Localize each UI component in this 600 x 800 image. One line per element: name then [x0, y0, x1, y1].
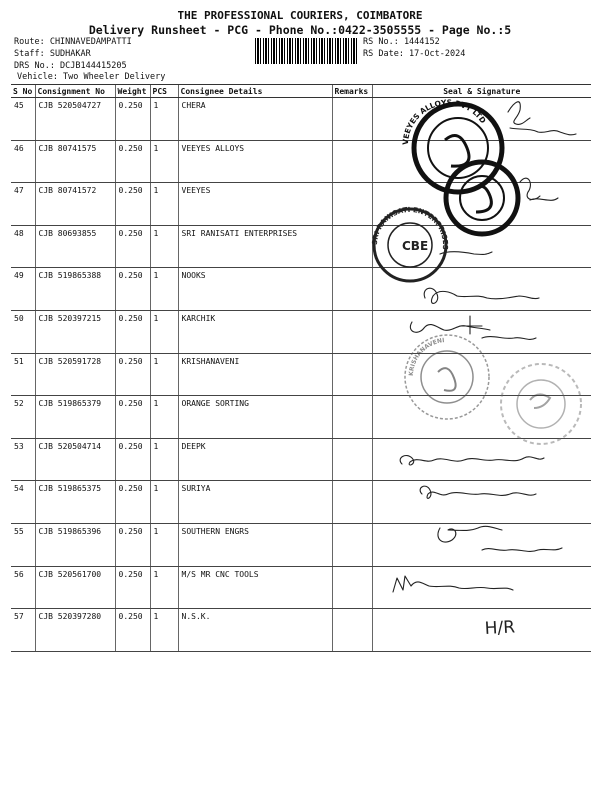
table-row: [11, 609, 591, 652]
cell-sno: 51: [11, 353, 35, 396]
cell-consignee: KARCHIK: [178, 310, 332, 353]
cell-seal-signature: [372, 268, 591, 311]
cell-consignment: CJB 519865396: [35, 523, 115, 566]
col-remarks: Remarks: [332, 85, 372, 98]
cell-weight: 0.250: [115, 396, 150, 439]
cell-seal-signature: [372, 310, 591, 353]
ranisati-seal-center: CBE: [402, 239, 429, 253]
cell-weight: 0.250: [115, 140, 150, 183]
cell-remarks: [332, 609, 372, 652]
cell-consignment: CJB 519865375: [35, 481, 115, 524]
cell-sno: 57: [11, 609, 35, 652]
cell-consignment: CJB 519865388: [35, 268, 115, 311]
cell-consignee: VEEYES ALLOYS: [178, 140, 332, 183]
table-row: [11, 140, 591, 183]
staff-label: Staff: SUDHAKAR: [14, 49, 91, 59]
route-label: Route: CHINNAVEDAMPATTI: [14, 37, 132, 47]
cell-consignment: CJB 520591728: [35, 353, 115, 396]
col-consignment: Consignment No: [35, 85, 115, 98]
col-pcs: PCS: [150, 85, 178, 98]
cell-consignee: NOOKS: [178, 268, 332, 311]
cell-pcs: 1: [150, 140, 178, 183]
cell-weight: 0.250: [115, 609, 150, 652]
cell-consignee: ORANGE SORTING: [178, 396, 332, 439]
cell-consignee: KRISHANAVENI: [178, 353, 332, 396]
cell-remarks: [332, 566, 372, 609]
cell-sno: 56: [11, 566, 35, 609]
col-seal-signature: Seal & Signature: [372, 85, 591, 98]
cell-consignee: VEEYES: [178, 183, 332, 226]
table-row: [11, 396, 591, 439]
cell-sno: 54: [11, 481, 35, 524]
rs-date: RS Date: 17-Oct-2024: [363, 49, 466, 59]
cell-consignee: CHERA: [178, 98, 332, 141]
cell-weight: 0.250: [115, 481, 150, 524]
cell-remarks: [332, 396, 372, 439]
cell-weight: 0.250: [115, 183, 150, 226]
cell-seal-signature: [372, 353, 591, 396]
cell-pcs: 1: [150, 183, 178, 226]
table-row: [11, 353, 591, 396]
drs-number: DRS No.: DCJB144415205: [14, 61, 127, 71]
cell-pcs: 1: [150, 98, 178, 141]
table-row: [11, 438, 591, 481]
cell-remarks: [332, 268, 372, 311]
table-row: [11, 481, 591, 524]
cell-remarks: [332, 225, 372, 268]
cell-remarks: [332, 353, 372, 396]
cell-seal-signature: [372, 396, 591, 439]
cell-consignee: SOUTHERN ENGRS: [178, 523, 332, 566]
cell-pcs: 1: [150, 353, 178, 396]
cell-weight: 0.250: [115, 98, 150, 141]
ranisati-seal-text: SRI RANISATI ENTERPRISES: [370, 205, 450, 250]
cell-weight: 0.250: [115, 268, 150, 311]
cell-remarks: [332, 183, 372, 226]
cell-consignee: N.S.K.: [178, 609, 332, 652]
cell-consignment: CJB 520561700: [35, 566, 115, 609]
cell-seal-signature: [372, 98, 591, 141]
table-row: [11, 98, 591, 141]
cell-weight: 0.250: [115, 438, 150, 481]
delivery-table: [11, 84, 591, 652]
cell-seal-signature: [372, 438, 591, 481]
col-weight: Weight: [115, 85, 150, 98]
cell-seal-signature: [372, 609, 591, 652]
cell-weight: 0.250: [115, 310, 150, 353]
cell-sno: 55: [11, 523, 35, 566]
cell-seal-signature: [372, 140, 591, 183]
cell-sno: 53: [11, 438, 35, 481]
cell-pcs: 1: [150, 438, 178, 481]
table-row: [11, 183, 591, 226]
cell-consignment: CJB 520504727: [35, 98, 115, 141]
cell-sno: 45: [11, 98, 35, 141]
cell-weight: 0.250: [115, 566, 150, 609]
cell-remarks: [332, 523, 372, 566]
rs-number: RS No.: 1444152: [363, 37, 440, 47]
cell-consignment: CJB 519865379: [35, 396, 115, 439]
vehicle-label: Vehicle: Two Wheeler Delivery: [17, 72, 166, 82]
cell-consignee: M/S MR CNC TOOLS: [178, 566, 332, 609]
cell-consignee: SRI RANISATI ENTERPRISES: [178, 225, 332, 268]
cell-remarks: [332, 481, 372, 524]
cell-remarks: [332, 98, 372, 141]
table-row: [11, 225, 591, 268]
barcode: [255, 38, 357, 64]
cell-remarks: [332, 310, 372, 353]
cell-pcs: 1: [150, 609, 178, 652]
cell-consignee: DEEPK: [178, 438, 332, 481]
cell-pcs: 1: [150, 225, 178, 268]
table-row: [11, 268, 591, 311]
col-sno: S No: [11, 85, 35, 98]
table-row: [11, 566, 591, 609]
cell-consignment: CJB 520397280: [35, 609, 115, 652]
table-row: [11, 310, 591, 353]
hr-initials: H/R: [484, 617, 516, 639]
table-header-row: [11, 85, 591, 98]
cell-sno: 46: [11, 140, 35, 183]
cell-pcs: 1: [150, 396, 178, 439]
cell-pcs: 1: [150, 310, 178, 353]
cell-consignment: CJB 520397215: [35, 310, 115, 353]
cell-pcs: 1: [150, 523, 178, 566]
cell-consignment: CJB 80741572: [35, 183, 115, 226]
table-row: [11, 523, 591, 566]
cell-pcs: 1: [150, 566, 178, 609]
cell-consignment: CJB 520504714: [35, 438, 115, 481]
cell-seal-signature: [372, 566, 591, 609]
cell-seal-signature: [372, 183, 591, 226]
cell-weight: 0.250: [115, 225, 150, 268]
cell-seal-signature: [372, 225, 591, 268]
cell-pcs: 1: [150, 268, 178, 311]
cell-consignee: SURIYA: [178, 481, 332, 524]
cell-seal-signature: [372, 523, 591, 566]
cell-sno: 48: [11, 225, 35, 268]
col-consignee: Consignee Details: [178, 85, 332, 98]
company-name: THE PROFESSIONAL COURIERS, COIMBATORE: [177, 9, 423, 22]
cell-weight: 0.250: [115, 523, 150, 566]
cell-consignment: CJB 80693855: [35, 225, 115, 268]
cell-consignment: CJB 80741575: [35, 140, 115, 183]
cell-seal-signature: [372, 481, 591, 524]
cell-sno: 47: [11, 183, 35, 226]
cell-sno: 52: [11, 396, 35, 439]
cell-sno: 50: [11, 310, 35, 353]
cell-pcs: 1: [150, 481, 178, 524]
veeyes-seal-text: VEEYES ALLOYS PVT LTD: [400, 97, 488, 146]
cell-weight: 0.250: [115, 353, 150, 396]
cell-remarks: [332, 140, 372, 183]
cell-sno: 49: [11, 268, 35, 311]
krishanaveni-seal-text: KRISHANAVENI: [407, 337, 445, 377]
runsheet-title: Delivery Runsheet - PCG - Phone No.:0422-3505555 - Page No.:5: [88, 23, 512, 37]
cell-remarks: [332, 438, 372, 481]
